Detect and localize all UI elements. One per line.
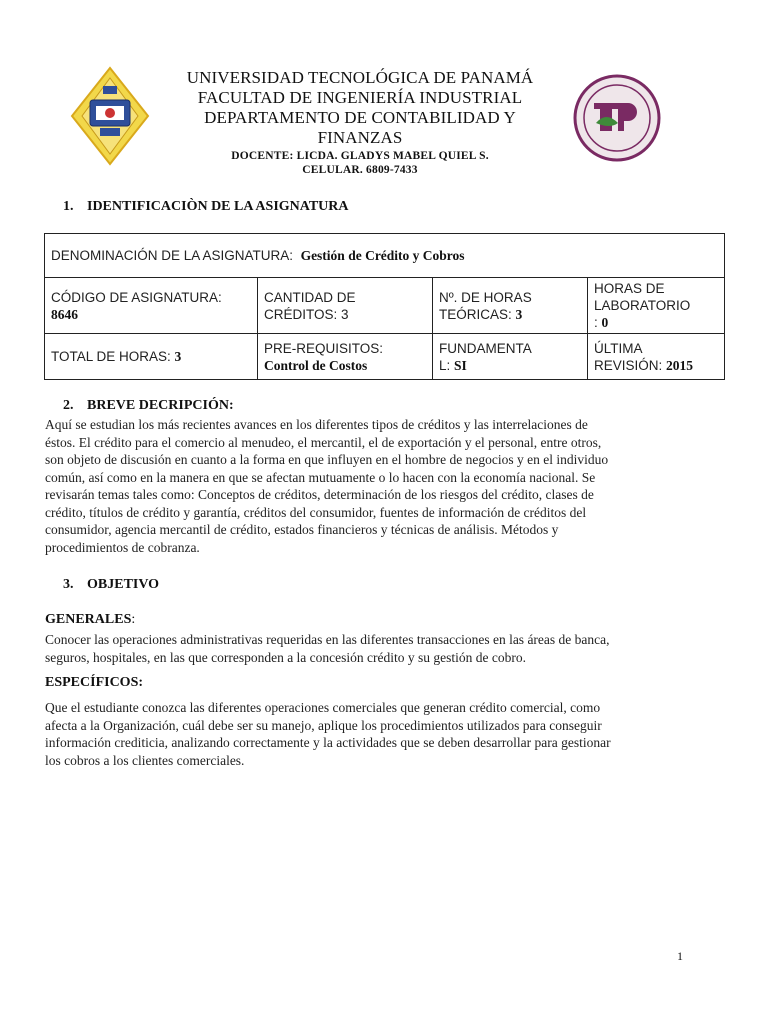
description-line: consumidor, agencia mercantil de crédito, estados financieros y técnicas de análisis. Métodos y [45, 522, 559, 537]
general-objectives-text [45, 631, 725, 666]
specific-objective-line: información crediticia, analizando correctamente y la actividades que se deben desarrollar para gestionar [45, 735, 611, 750]
section-2-heading: 2. BREVE DECRIPCIÓN: [63, 398, 234, 413]
description-line: éstos. El crédito para el comercio al menudeo, el mercantil, el de exportación y el personal, entre otros, [45, 434, 602, 450]
specific-objective-line: Que el estudiante conozca las diferentes operaciones comerciales que generan crédito comercial, como [45, 700, 601, 715]
specific-objective-line: afecta a la Organización, cuál debe ser su manejo, aplique los procedimientos utilizados para conseguir [45, 717, 602, 733]
university-name: UNIVERSIDAD TECNOLÓGICA DE PANAMÁ [186, 68, 534, 87]
total-hours-value: 3 [174, 349, 182, 364]
last-revision-cell: ÚLTIMA REVISIÓN: 2015 [588, 334, 725, 380]
total-hours-cell: TOTAL DE HORAS: 3 [45, 334, 258, 380]
teacher-phone: CELULAR. 6809-7433 [302, 164, 418, 176]
description-line: crédito, títulos de crédito y garantía, créditos del consumidor, fuentes de información de créditos del [45, 504, 587, 520]
lab-hours-value: 0 [601, 315, 609, 330]
specific-objectives-heading: ESPECÍFICOS: [45, 675, 144, 690]
university-shield-logo [70, 66, 150, 166]
university-seal-logo [572, 73, 662, 163]
description-line: Aquí se estudian los más recientes avances en los diferentes tipos de créditos y las interrelaciones de [45, 417, 588, 432]
subject-code-value: 8646 [51, 306, 78, 322]
description-paragraph [45, 416, 725, 556]
last-revision-value: 2015 [666, 357, 694, 373]
description-line: procedimientos de cobranza. [45, 539, 200, 555]
description-line: revisarán temas tales como: Conceptos de créditos, determinación de los riesgos del crédito, clases de [45, 487, 594, 502]
theory-hours-cell: Nº. DE HORAS TEÓRICAS: 3 [433, 278, 588, 334]
teacher-name: DOCENTE: LICDA. GLADYS MABEL QUIEL S. [231, 150, 489, 162]
credits-cell: CANTIDAD DE CRÉDITOS: 3 [258, 278, 433, 334]
fundamental-value: SI [454, 357, 467, 373]
subject-name-value: Gestión de Crédito y Cobros [300, 248, 465, 263]
faculty-name: FACULTAD DE INGENIERÍA INDUSTRIAL [197, 88, 523, 107]
general-objectives-heading: GENERALES: [45, 612, 136, 627]
page-number: 1 [677, 949, 683, 963]
subject-code-cell: CÓDIGO DE ASIGNATURA: 8646 [45, 278, 258, 334]
department-name-line1: DEPARTAMENTO DE CONTABILIDAD Y [204, 108, 516, 127]
general-objective-line: Conocer las operaciones administrativas requeridas en las diferentes transacciones en las áreas de banca, [45, 632, 610, 647]
prerequisites-cell: PRE-REQUISITOS: Control de Costos [258, 334, 433, 380]
document-header [160, 68, 560, 177]
specific-objectives-text [45, 699, 725, 769]
description-line: son objeto de discusión en cuanto a la forma en que influyen en el hombre de negocios y en el individuo [45, 452, 609, 467]
section-1-heading: 1. IDENTIFICACIÒN DE LA ASIGNATURA [63, 199, 349, 214]
general-objective-line: seguros, hospitales, en las que corresponden a la concesión crédito y su gestión de cobro. [45, 649, 526, 665]
department-name-line2: FINANZAS [317, 128, 403, 147]
theory-hours-value: 3 [515, 306, 523, 322]
subject-info-table [44, 233, 725, 380]
section-3-heading: 3. OBJETIVO [63, 577, 160, 592]
description-line: común, así como en la manera en que se afectan mutuamente o lo hacen con la economía nacional. Se [45, 469, 596, 485]
lab-hours-cell: HORAS DE LABORATORIO : 0 [588, 278, 725, 334]
prerequisites-value: Control de Costos [264, 357, 368, 373]
fundamental-cell: FUNDAMENTA L: SI [433, 334, 588, 380]
specific-objective-line: los cobros a los clientes comerciales. [45, 752, 245, 768]
subject-name-cell: DENOMINACIÓN DE LA ASIGNATURA: Gestión de Crédito y Cobros [45, 234, 725, 278]
